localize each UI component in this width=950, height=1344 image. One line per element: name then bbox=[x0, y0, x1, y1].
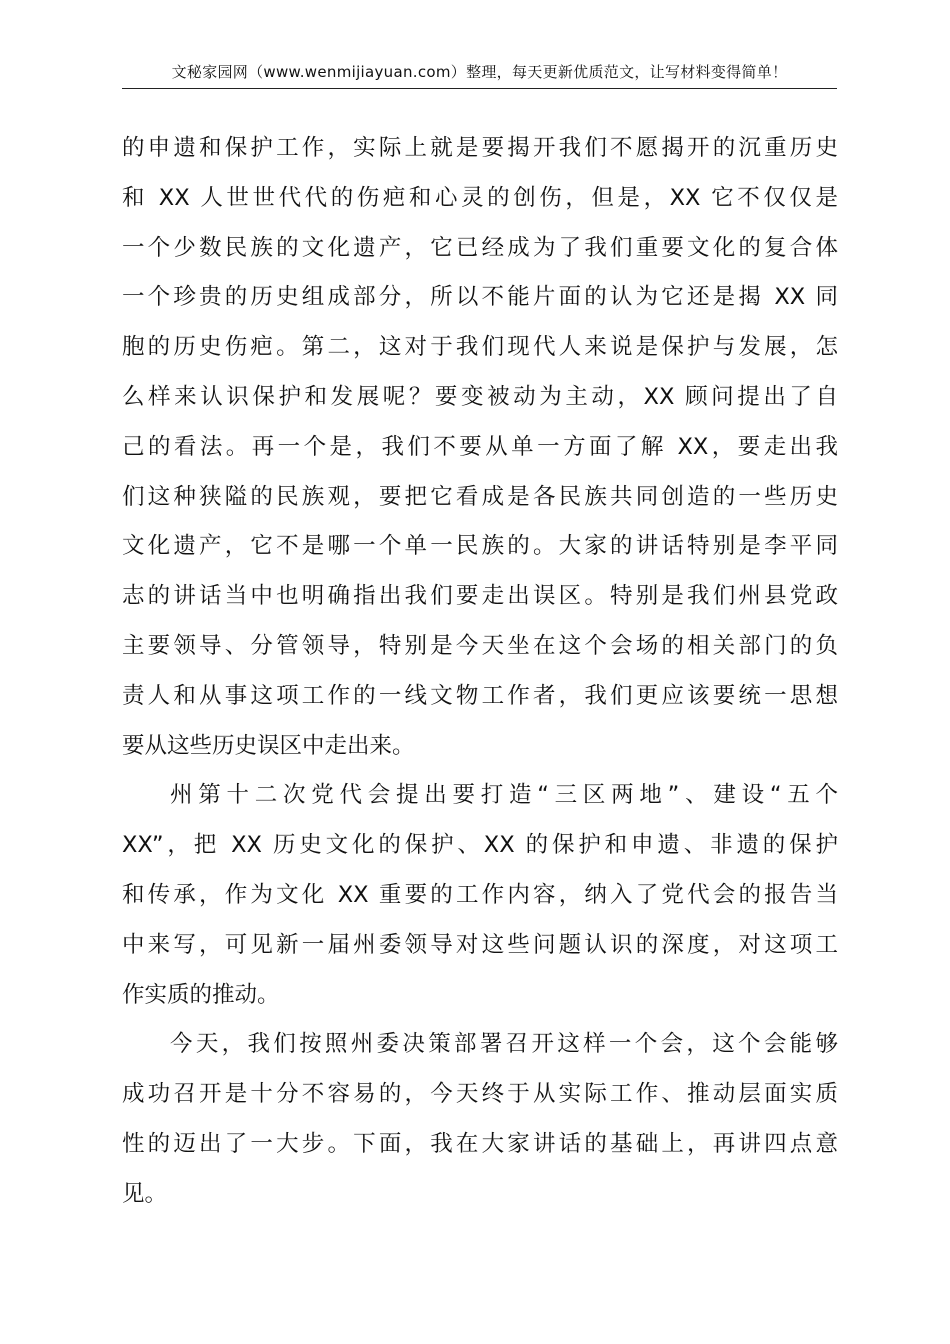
text-line: 州第十二次党代会提出要打造“三区两地”、建设“五个 bbox=[170, 782, 838, 809]
text-line: 们这种狭隘的民族观，要把它看成是各民族共同创造的一些历史 bbox=[122, 483, 838, 510]
text-line: 今天，我们按照州委决策部署召开这样一个会，这个会能够 bbox=[170, 1031, 838, 1058]
text-line: 和传承，作为文化 XX 重要的工作内容，纳入了党代会的报告当 bbox=[122, 881, 838, 908]
document-body bbox=[122, 124, 838, 1220]
text-line: XX”，把 XX 历史文化的保护、XX 的保护和申遗、非遗的保护 bbox=[122, 832, 838, 859]
text-line: 主要领导、分管领导，特别是今天坐在这个会场的相关部门的负 bbox=[122, 632, 838, 659]
text-line: 成功召开是十分不容易的，今天终于从实际工作、推动层面实质 bbox=[122, 1081, 838, 1108]
text-line: 和 XX 人世世代代的伤疤和心灵的创伤，但是，XX 它不仅仅是 bbox=[122, 184, 838, 211]
text-line: 文化遗产，它不是哪一个单一民族的。大家的讲话特别是李平同 bbox=[122, 533, 838, 560]
text-line: 胞的历史伤疤。第二，这对于我们现代人来说是保护与发展，怎 bbox=[122, 334, 838, 361]
text-line: 见。 bbox=[122, 1180, 168, 1207]
text-line: 的申遗和保护工作，实际上就是要揭开我们不愿揭开的沉重历史 bbox=[122, 135, 838, 161]
text-line: 一个少数民族的文化遗产，它已经成为了我们重要文化的复合体 bbox=[122, 234, 838, 261]
text-line: 一个珍贵的历史组成部分，所以不能片面的认为它还是揭 XX 同 bbox=[122, 284, 838, 311]
text-line: 责人和从事这项工作的一线文物工作者，我们更应该要统一思想 bbox=[122, 682, 838, 709]
text-line: 性的迈出了一大步。下面，我在大家讲话的基础上，再讲四点意 bbox=[122, 1130, 838, 1157]
text-line: 中来写，可见新一届州委领导对这些问题认识的深度，对这项工 bbox=[122, 931, 838, 958]
text-line: 么样来认识保护和发展呢？要变被动为主动，XX 顾问提出了自 bbox=[122, 383, 838, 410]
text-line: 作实质的推动。 bbox=[122, 981, 280, 1008]
text-line: 己的看法。再一个是，我们不要从单一方面了解 XX，要走出我 bbox=[122, 433, 838, 460]
page-header: 文秘家园网（www.wenmijiayuan.com）整理，每天更新优质范文，让写材料变得简单！ bbox=[122, 60, 837, 89]
text-line: 志的讲话当中也明确指出我们要走出误区。特别是我们州县党政 bbox=[122, 583, 838, 610]
text-line: 要从这些历史误区中走出来。 bbox=[122, 732, 415, 759]
